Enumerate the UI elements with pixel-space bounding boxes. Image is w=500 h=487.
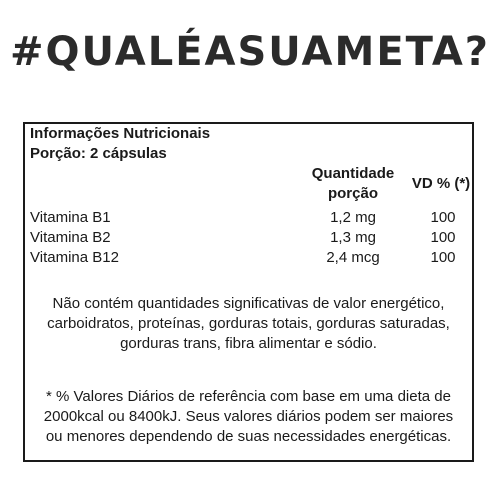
table-row	[30, 208, 470, 228]
table-title: Informações Nutricionais	[30, 125, 211, 142]
footnote	[25, 387, 472, 447]
column-header-quantity	[298, 164, 408, 204]
nutrient-quantity: 1,3 mg	[330, 229, 376, 246]
nutrient-vd: 100	[430, 229, 456, 246]
table-row	[30, 248, 470, 268]
nutrient-quantity: 1,2 mg	[330, 209, 376, 226]
footnote-line: * % Valores Diários de referência com base em uma dieta de	[46, 388, 451, 405]
footnote-line: ou menores dependendo de suas necessidades energéticas.	[45, 428, 452, 445]
nutrient-name: Vitamina B12	[30, 249, 119, 266]
serving-size: Porção: 2 cápsulas	[30, 145, 167, 162]
nutrient-quantity: 2,4 mcg	[326, 249, 380, 266]
disclaimer-line: carboidratos, proteínas, gorduras totais, gorduras saturadas,	[47, 315, 450, 332]
nutrient-vd: 100	[430, 209, 456, 226]
column-header-quantity-line2: porção	[327, 185, 378, 202]
disclaimer-line: Não contém quantidades significativas de valor energético,	[52, 295, 445, 312]
nutrient-name: Vitamina B1	[30, 209, 111, 226]
table-row	[30, 228, 470, 248]
headline: #QUALÉASUAMETA?	[10, 29, 490, 75]
disclaimer	[25, 294, 472, 354]
column-header-vd: VD % (*)	[411, 175, 471, 192]
nutrition-facts-table	[23, 122, 474, 462]
disclaimer-line: gorduras trans, fibra alimentar e sódio.	[120, 335, 377, 352]
nutrient-name: Vitamina B2	[30, 229, 111, 246]
column-header-quantity-line1: Quantidade	[311, 165, 395, 182]
nutrient-vd: 100	[430, 249, 456, 266]
footnote-line: 2000kcal ou 8400kJ. Seus valores diários podem ser maiores	[43, 408, 454, 425]
